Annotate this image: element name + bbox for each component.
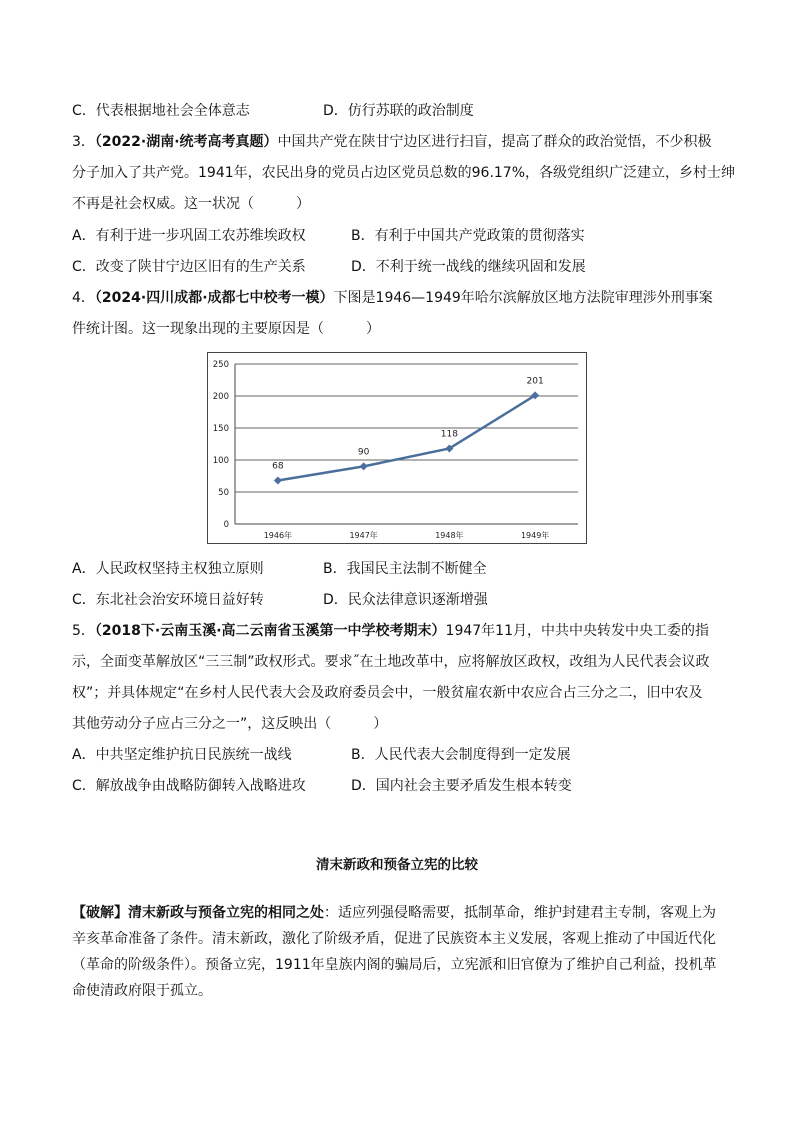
q3-source: （2022·湖南·统考高考真题） bbox=[94, 134, 278, 150]
data-label: 90 bbox=[357, 447, 370, 458]
x-tick-label: 1949年 bbox=[520, 531, 550, 540]
q5-option-c: C．解放战争由战略防御转入战略进攻 bbox=[72, 778, 306, 794]
data-label: 118 bbox=[440, 429, 458, 440]
line-chart-svg bbox=[208, 353, 586, 543]
q4-option-b: B．我国民主法制不断健全 bbox=[323, 561, 487, 577]
x-tick-label: 1946年 bbox=[263, 531, 293, 540]
q3-option-b: B．有利于中国共产党政策的贯彻落实 bbox=[351, 228, 585, 244]
q5-option-a: A．中共坚定维护抗日民族统一战线 bbox=[72, 747, 292, 763]
q4-stem-line2: 件统计图。这一现象出现的主要原因是（ ） bbox=[72, 321, 380, 337]
data-label: 68 bbox=[272, 461, 284, 472]
q4-stem-text: 下图是1946—1949年哈尔滨解放区地方法院审理涉外刑事案 bbox=[333, 290, 713, 306]
data-point bbox=[360, 462, 368, 470]
x-tick-label: 1947年 bbox=[349, 531, 378, 540]
q5-option-b: B．人民代表大会制度得到一定发展 bbox=[351, 747, 571, 763]
q2-option-d: D．仿行苏联的政治制度 bbox=[323, 103, 474, 119]
analysis-body: ：适应列强侵略需要，抵制革命，维护封建君主专制，客观上为辛亥革命准备了条件。清末新政，激化了阶级矛盾，促进了民族资本主义发展，客观上推动了中国近代化（革命的阶级条件）。预备立宪，1911年皇族内阁的骗局后，立宪派和旧官僚为了维护自己利益，投机革命使清政府限于孤立。 bbox=[72, 905, 717, 999]
q4-option-c: C．东北社会治安环境日益好转 bbox=[72, 592, 264, 608]
y-tick-label: 50 bbox=[218, 488, 229, 498]
section-title: 清末新政和预备立宪的比较 bbox=[316, 857, 478, 873]
q3-number: 3． bbox=[72, 134, 95, 150]
q5-option-d: D．国内社会主要矛盾发生根本转变 bbox=[351, 778, 572, 794]
data-label: 201 bbox=[526, 376, 544, 387]
q5-stem-line2: 示，全面变革解放区“三三制”政权形式。要求˝在土地改革中，应将解放区政权，改组为人民代表会议政 bbox=[72, 654, 710, 670]
q3-option-a: A．有利于进一步巩固工农苏维埃政权 bbox=[72, 228, 306, 244]
q4-option-d: D．民众法律意识逐渐增强 bbox=[323, 592, 488, 608]
y-tick-label: 100 bbox=[212, 456, 229, 466]
q5-stem-line4: 其他劳动分子应占三分之一”，这反映出（ ） bbox=[72, 716, 388, 732]
data-point bbox=[274, 476, 282, 484]
analysis-lead: 清末新政与预备立宪的相同之处 bbox=[128, 905, 324, 921]
q3-stem-text: 中国共产党在陕甘宁边区进行扫盲，提高了群众的政治觉悟，不少积极 bbox=[277, 134, 712, 150]
analysis-paragraph bbox=[72, 900, 722, 1004]
q5-number: 5． bbox=[72, 623, 95, 639]
y-tick-label: 0 bbox=[223, 520, 229, 530]
q4-stem-line1 bbox=[72, 288, 713, 308]
q3-stem-line2: 分子加入了共产党。1941年，农民出身的党员占边区党员总数的96.17%，各级党组织广泛建立，乡村士绅 bbox=[72, 165, 736, 181]
analysis-label: 【破解】 bbox=[72, 905, 128, 921]
q3-option-c: C．改变了陕甘宁边区旧有的生产关系 bbox=[72, 259, 306, 275]
q5-source: （2018下·云南玉溪·高二云南省玉溪第一中学校考期末） bbox=[94, 623, 446, 639]
q4-option-a: A．人民政权坚持主权独立原则 bbox=[72, 561, 264, 577]
x-tick-label: 1948年 bbox=[435, 531, 464, 540]
q4-number: 4． bbox=[72, 290, 95, 306]
y-tick-label: 200 bbox=[212, 392, 229, 402]
y-tick-label: 150 bbox=[212, 424, 229, 434]
y-tick-label: 250 bbox=[212, 360, 229, 370]
q3-stem-line1 bbox=[72, 132, 712, 152]
q5-stem-line1 bbox=[72, 621, 709, 641]
q4-source: （2024·四川成都·成都七中校考一模） bbox=[94, 290, 334, 306]
q5-stem-line3: 权”；并具体规定“在乡村人民代表大会及政府委员会中，一般贫雇农新中农应合占三分之二，旧中农及 bbox=[72, 685, 703, 701]
q5-stem-text: 1947年11月，中共中央转发中央工委的指 bbox=[445, 623, 709, 639]
q2-option-c: C．代表根据地社会全体意志 bbox=[72, 103, 250, 119]
q3-stem-line3: 不再是社会权威。这一状况（ ） bbox=[72, 196, 310, 212]
q3-option-d: D．不利于统一战线的继续巩固和发展 bbox=[351, 259, 586, 275]
line-chart bbox=[207, 352, 587, 544]
series-line bbox=[278, 395, 535, 480]
